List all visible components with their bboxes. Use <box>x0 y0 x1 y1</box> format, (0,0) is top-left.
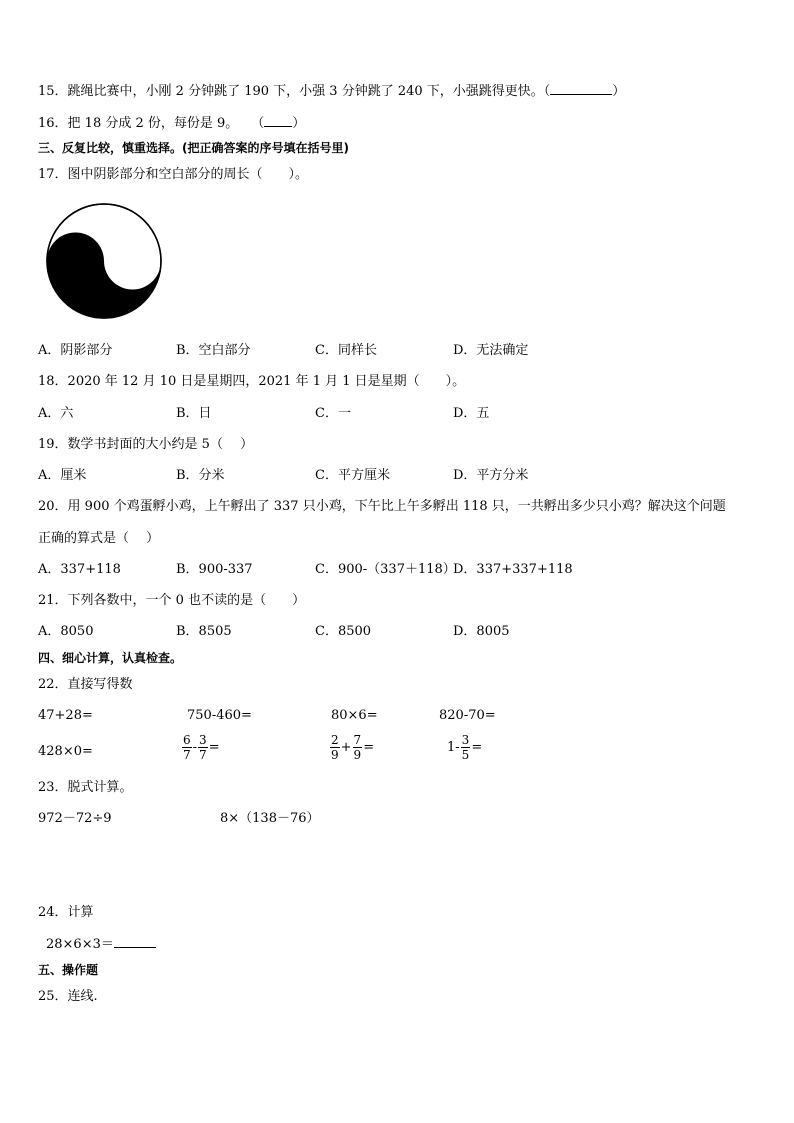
question-16: 16．把 18 分成 2 份，每份是 9。 （ ） <box>38 116 306 131</box>
q19-option-d[interactable]: D．平方分米 <box>453 468 529 483</box>
q19-option-a[interactable]: A．厘米 <box>38 468 87 483</box>
q17-option-a[interactable]: A．阴影部分 <box>38 343 113 358</box>
question-22-text: 22．直接写得数 <box>38 677 133 692</box>
yin-yang-figure <box>46 203 162 319</box>
q20-option-d[interactable]: D．337+337+118 <box>453 562 573 577</box>
calc-item: 972－72÷9 <box>38 811 112 826</box>
q20-option-c[interactable]: C．900-（337＋118） <box>315 562 456 577</box>
fraction: $\frac{7}{9}$ <box>353 733 362 762</box>
question-15-text: 15．跳绳比赛中，小刚 2 分钟跳了 190 下，小强 3 分钟跳了 240 下，小强跳得更快。（ <box>38 84 551 99</box>
fraction-expression-3: 1- $\frac{3}{5}$ = <box>447 733 483 762</box>
question-23-text: 23．脱式计算。 <box>38 780 133 795</box>
q21-option-a[interactable]: A．8050 <box>38 624 94 639</box>
fraction-expression-1: $\frac{6}{7}$ - $\frac{3}{7}$ = <box>183 733 220 762</box>
q18-option-d[interactable]: D．五 <box>453 406 490 421</box>
fraction: $\frac{3}{5}$ <box>461 733 470 762</box>
calc-item: 8×（138－76） <box>220 811 320 826</box>
section-4-heading: 四、细心计算，认真检查。 <box>38 651 183 665</box>
q17-option-d[interactable]: D．无法确定 <box>453 343 529 358</box>
q18-option-b[interactable]: B．日 <box>176 406 212 421</box>
calc-item: 750-460= <box>187 708 252 723</box>
fraction-expression-2: $\frac{2}{9}$ + $\frac{7}{9}$ = <box>331 733 375 762</box>
q20-option-b[interactable]: B．900-337 <box>176 562 253 577</box>
question-16-text: 16．把 18 分成 2 份，每份是 9。 （ <box>38 116 265 131</box>
q18-option-a[interactable]: A．六 <box>38 406 74 421</box>
question-20-line2: 正确的算式是（ ） <box>38 531 160 546</box>
q21-option-c[interactable]: C．8500 <box>315 624 372 639</box>
question-20-line1: 20．用 900 个鸡蛋孵小鸡，上午孵出了 337 只小鸡，下午比上午多孵出 118 只，一共孵出多少只小鸡？解决这个问题 <box>38 499 726 514</box>
question-19-text: 19．数学书封面的大小约是 5（ ） <box>38 437 254 452</box>
q17-option-c[interactable]: C．同样长 <box>315 343 377 358</box>
q17-option-b[interactable]: B．空白部分 <box>176 343 251 358</box>
calc-item: 820-70= <box>439 708 496 723</box>
question-21-text: 21．下列各数中，一个 0 也不读的是（ ） <box>38 593 306 608</box>
calc-item: 47+28= <box>38 708 93 723</box>
q19-option-c[interactable]: C．平方厘米 <box>315 468 390 483</box>
section-3-heading: 三、反复比较，慎重选择。(把正确答案的序号填在括号里) <box>38 141 349 155</box>
fraction: $\frac{3}{7}$ <box>199 733 207 762</box>
question-24-text: 24．计算 <box>38 905 94 920</box>
answer-blank-15[interactable] <box>550 82 612 95</box>
fraction: $\frac{2}{9}$ <box>331 733 339 762</box>
calc-item: 80×6= <box>331 708 378 723</box>
question-15: 15．跳绳比赛中，小刚 2 分钟跳了 190 下，小强 3 分钟跳了 240 下，小强跳得更快。（ ） <box>38 84 626 99</box>
question-24-expression: 28×6×3＝ <box>46 935 156 954</box>
answer-blank-24[interactable] <box>114 935 156 948</box>
calc-item: 428×0= <box>38 744 93 759</box>
q18-option-c[interactable]: C．一 <box>315 406 351 421</box>
question-25-text: 25．连线. <box>38 989 98 1004</box>
q21-option-d[interactable]: D．8005 <box>453 624 510 639</box>
question-18-text: 18．2020 年 12 月 10 日是星期四，2021 年 1 月 1 日是星期（ ）。 <box>38 374 466 389</box>
q19-option-b[interactable]: B．分米 <box>176 468 225 483</box>
section-5-heading: 五、操作题 <box>38 963 99 977</box>
q20-option-a[interactable]: A．337+118 <box>38 562 121 577</box>
question-17-text: 17．图中阴影部分和空白部分的周长（ ）。 <box>38 167 309 182</box>
fraction: $\frac{6}{7}$ <box>183 733 191 762</box>
q21-option-b[interactable]: B．8505 <box>176 624 232 639</box>
answer-blank-16[interactable] <box>264 114 292 127</box>
